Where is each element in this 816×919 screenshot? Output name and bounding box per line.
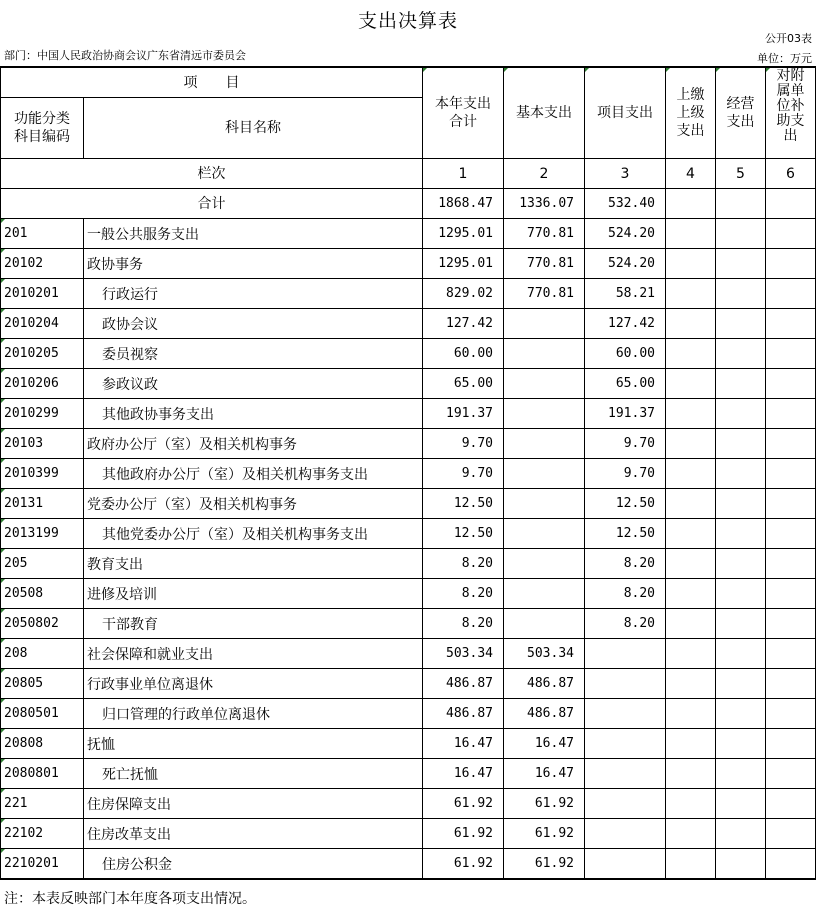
row-subsidy (766, 579, 816, 609)
row-upper (666, 399, 716, 429)
row-upper (666, 849, 716, 880)
row-upper (666, 699, 716, 729)
row-upper (666, 249, 716, 279)
header-business: 经营 支出 (716, 67, 766, 159)
row-project (585, 819, 666, 849)
row-subsidy (766, 789, 816, 819)
row-name: 政府办公厅（室）及相关机构事务 (84, 429, 423, 459)
row-subsidy (766, 849, 816, 880)
row-basic: 770.81 (504, 219, 585, 249)
row-name: 死亡抚恤 (84, 759, 423, 789)
row-subsidy (766, 519, 816, 549)
row-total: 486.87 (423, 699, 504, 729)
row-basic (504, 459, 585, 489)
header-total: 本年支出 合计 (423, 67, 504, 159)
row-project: 12.50 (585, 519, 666, 549)
row-project: 65.00 (585, 369, 666, 399)
row-name: 行政事业单位离退休 (84, 669, 423, 699)
row-code: 2010399 (1, 459, 84, 489)
header-basic: 基本支出 (504, 67, 585, 159)
row-business (716, 219, 766, 249)
row-basic (504, 309, 585, 339)
row-code: 2050802 (1, 609, 84, 639)
row-business (716, 249, 766, 279)
row-business (716, 369, 766, 399)
row-basic (504, 489, 585, 519)
row-name: 进修及培训 (84, 579, 423, 609)
row-business (716, 549, 766, 579)
row-basic (504, 579, 585, 609)
row-basic (504, 519, 585, 549)
row-basic (504, 549, 585, 579)
total-upper (666, 189, 716, 219)
row-project (585, 639, 666, 669)
row-code: 2210201 (1, 849, 84, 880)
row-total: 127.42 (423, 309, 504, 339)
row-total: 12.50 (423, 489, 504, 519)
row-project: 8.20 (585, 549, 666, 579)
row-total: 9.70 (423, 429, 504, 459)
table-row (1, 339, 816, 369)
row-upper (666, 639, 716, 669)
col-index: 6 (766, 159, 816, 189)
page-title: 支出决算表 (357, 10, 458, 32)
row-name: 委员视察 (84, 339, 423, 369)
table-row (1, 819, 816, 849)
row-code: 201 (1, 219, 84, 249)
row-upper (666, 819, 716, 849)
table-row (1, 729, 816, 759)
row-basic: 486.87 (504, 699, 585, 729)
row-subsidy (766, 549, 816, 579)
row-code: 20508 (1, 579, 84, 609)
row-upper (666, 729, 716, 759)
row-total: 61.92 (423, 789, 504, 819)
header-name: 科目名称 (84, 98, 423, 159)
row-upper (666, 369, 716, 399)
row-business (716, 729, 766, 759)
header-project-expense: 项目支出 (585, 67, 666, 159)
row-upper (666, 789, 716, 819)
total-project: 532.40 (585, 189, 666, 219)
row-subsidy (766, 309, 816, 339)
row-business (716, 279, 766, 309)
table-row (1, 429, 816, 459)
row-total: 65.00 (423, 369, 504, 399)
row-code: 2010204 (1, 309, 84, 339)
row-name: 参政议政 (84, 369, 423, 399)
table-row (1, 639, 816, 669)
row-project: 60.00 (585, 339, 666, 369)
header-subsidy: 对附 属单 位补 助支 出 (766, 67, 816, 159)
row-subsidy (766, 459, 816, 489)
row-business (716, 339, 766, 369)
row-upper (666, 459, 716, 489)
row-name: 其他党委办公厅（室）及相关机构事务支出 (84, 519, 423, 549)
row-basic: 503.34 (504, 639, 585, 669)
row-upper (666, 519, 716, 549)
row-basic (504, 429, 585, 459)
table-row (1, 849, 816, 880)
row-subsidy (766, 339, 816, 369)
total-row (1, 189, 816, 219)
row-name: 其他政协事务支出 (84, 399, 423, 429)
row-name: 其他政府办公厅（室）及相关机构事务支出 (84, 459, 423, 489)
row-subsidy (766, 669, 816, 699)
row-subsidy (766, 489, 816, 519)
row-basic: 61.92 (504, 849, 585, 880)
row-project: 127.42 (585, 309, 666, 339)
row-code: 221 (1, 789, 84, 819)
row-upper (666, 429, 716, 459)
row-total: 829.02 (423, 279, 504, 309)
row-basic (504, 609, 585, 639)
row-business (716, 309, 766, 339)
row-code: 2010206 (1, 369, 84, 399)
row-name: 住房改革支出 (84, 819, 423, 849)
row-total: 61.92 (423, 849, 504, 880)
table-row (1, 699, 816, 729)
col-index: 2 (504, 159, 585, 189)
row-name: 住房保障支出 (84, 789, 423, 819)
row-business (716, 849, 766, 880)
row-basic: 770.81 (504, 279, 585, 309)
col-index: 5 (716, 159, 766, 189)
row-code: 20103 (1, 429, 84, 459)
table-row (1, 399, 816, 429)
row-basic: 61.92 (504, 819, 585, 849)
row-basic: 486.87 (504, 669, 585, 699)
row-subsidy (766, 609, 816, 639)
row-project: 12.50 (585, 489, 666, 519)
table-row (1, 579, 816, 609)
row-project (585, 729, 666, 759)
row-total: 16.47 (423, 759, 504, 789)
row-basic (504, 369, 585, 399)
row-total: 8.20 (423, 609, 504, 639)
row-business (716, 429, 766, 459)
row-basic: 16.47 (504, 759, 585, 789)
row-code: 22102 (1, 819, 84, 849)
row-total: 12.50 (423, 519, 504, 549)
row-name: 一般公共服务支出 (84, 219, 423, 249)
row-name: 住房公积金 (84, 849, 423, 880)
table-row (1, 249, 816, 279)
row-business (716, 399, 766, 429)
row-total: 9.70 (423, 459, 504, 489)
table-row (1, 549, 816, 579)
row-subsidy (766, 639, 816, 669)
row-project: 9.70 (585, 429, 666, 459)
table-row (1, 489, 816, 519)
row-name: 教育支出 (84, 549, 423, 579)
total-business (716, 189, 766, 219)
row-upper (666, 219, 716, 249)
row-code: 2080801 (1, 759, 84, 789)
row-project (585, 789, 666, 819)
row-total: 486.87 (423, 669, 504, 699)
row-business (716, 459, 766, 489)
row-subsidy (766, 369, 816, 399)
header-code: 功能分类 科目编码 (1, 98, 84, 159)
row-project (585, 669, 666, 699)
row-total: 503.34 (423, 639, 504, 669)
row-project: 8.20 (585, 609, 666, 639)
row-business (716, 489, 766, 519)
row-name: 行政运行 (84, 279, 423, 309)
department-label: 部门：中国人民政治协商会议广东省清远市委员会 (4, 49, 246, 62)
form-number: 公开03表 (765, 32, 812, 45)
total-label: 合计 (1, 189, 423, 219)
row-total: 8.20 (423, 579, 504, 609)
row-subsidy (766, 249, 816, 279)
row-total: 191.37 (423, 399, 504, 429)
total-amount: 1868.47 (423, 189, 504, 219)
col-index-label: 栏次 (1, 159, 423, 189)
row-subsidy (766, 819, 816, 849)
row-business (716, 699, 766, 729)
row-basic: 770.81 (504, 249, 585, 279)
row-business (716, 639, 766, 669)
row-upper (666, 669, 716, 699)
header-project: 项 目 (1, 67, 423, 98)
table-row (1, 609, 816, 639)
row-subsidy (766, 759, 816, 789)
row-business (716, 759, 766, 789)
row-project: 191.37 (585, 399, 666, 429)
row-code: 2010205 (1, 339, 84, 369)
row-basic (504, 399, 585, 429)
row-project: 524.20 (585, 249, 666, 279)
row-code: 20102 (1, 249, 84, 279)
table-row (1, 519, 816, 549)
table-row (1, 279, 816, 309)
table-row (1, 669, 816, 699)
row-code: 2010201 (1, 279, 84, 309)
row-project (585, 759, 666, 789)
row-business (716, 609, 766, 639)
row-subsidy (766, 219, 816, 249)
row-project (585, 849, 666, 880)
row-upper (666, 579, 716, 609)
row-business (716, 579, 766, 609)
row-project: 8.20 (585, 579, 666, 609)
row-subsidy (766, 729, 816, 759)
row-name: 政协会议 (84, 309, 423, 339)
total-subsidy (766, 189, 816, 219)
col-index: 1 (423, 159, 504, 189)
row-subsidy (766, 699, 816, 729)
row-name: 干部教育 (84, 609, 423, 639)
col-index: 4 (666, 159, 716, 189)
row-upper (666, 759, 716, 789)
row-project: 9.70 (585, 459, 666, 489)
row-code: 2080501 (1, 699, 84, 729)
row-business (716, 789, 766, 819)
table-row (1, 759, 816, 789)
row-basic: 61.92 (504, 789, 585, 819)
table-row (1, 309, 816, 339)
row-code: 2013199 (1, 519, 84, 549)
table-row (1, 369, 816, 399)
row-upper (666, 339, 716, 369)
row-subsidy (766, 429, 816, 459)
footnote: 注：本表反映部门本年度各项支出情况。 (4, 891, 256, 907)
row-total: 8.20 (423, 549, 504, 579)
row-code: 20131 (1, 489, 84, 519)
row-subsidy (766, 399, 816, 429)
row-upper (666, 309, 716, 339)
row-total: 60.00 (423, 339, 504, 369)
row-code: 205 (1, 549, 84, 579)
unit-label: 单位：万元 (757, 52, 812, 65)
row-name: 党委办公厅（室）及相关机构事务 (84, 489, 423, 519)
row-code: 2010299 (1, 399, 84, 429)
row-total: 61.92 (423, 819, 504, 849)
row-business (716, 669, 766, 699)
row-code: 20805 (1, 669, 84, 699)
total-basic: 1336.07 (504, 189, 585, 219)
row-project (585, 699, 666, 729)
row-business (716, 519, 766, 549)
table-row (1, 219, 816, 249)
row-subsidy (766, 279, 816, 309)
row-upper (666, 489, 716, 519)
table-row (1, 789, 816, 819)
expenditure-table (0, 66, 816, 880)
row-basic: 16.47 (504, 729, 585, 759)
row-upper (666, 279, 716, 309)
row-name: 归口管理的行政单位离退休 (84, 699, 423, 729)
row-upper (666, 609, 716, 639)
row-basic (504, 339, 585, 369)
row-code: 208 (1, 639, 84, 669)
row-name: 政协事务 (84, 249, 423, 279)
row-upper (666, 549, 716, 579)
row-total: 1295.01 (423, 249, 504, 279)
row-business (716, 819, 766, 849)
col-index: 3 (585, 159, 666, 189)
row-name: 抚恤 (84, 729, 423, 759)
row-name: 社会保障和就业支出 (84, 639, 423, 669)
row-total: 1295.01 (423, 219, 504, 249)
row-code: 20808 (1, 729, 84, 759)
row-project: 58.21 (585, 279, 666, 309)
table-row (1, 459, 816, 489)
row-total: 16.47 (423, 729, 504, 759)
header-upper: 上缴 上级 支出 (666, 67, 716, 159)
row-project: 524.20 (585, 219, 666, 249)
